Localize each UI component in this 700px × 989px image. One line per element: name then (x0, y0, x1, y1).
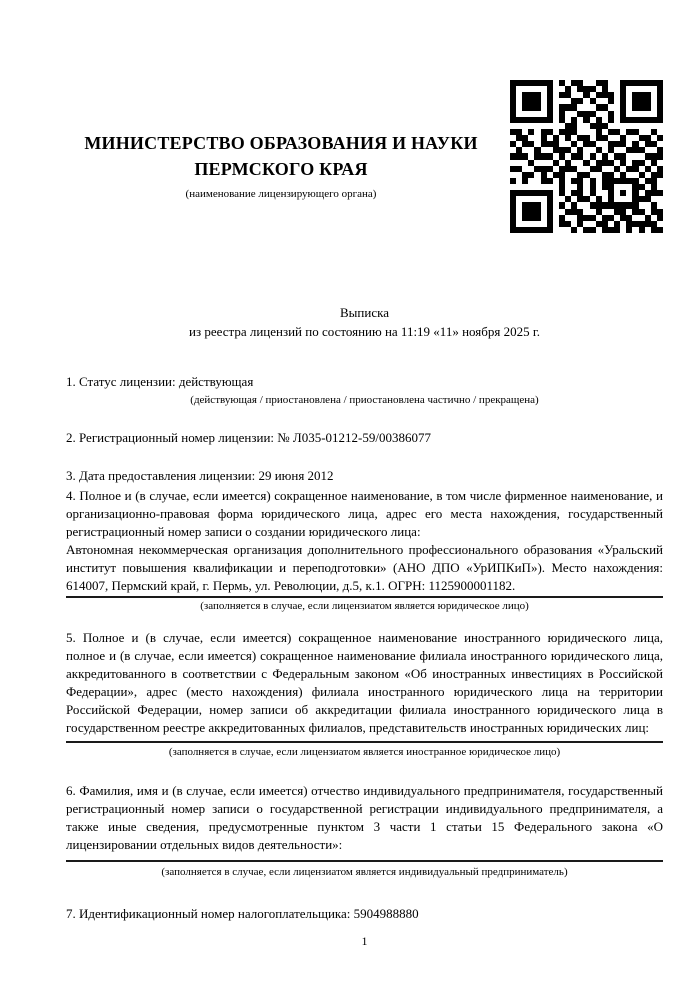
field-legal-entity-value: Автономная некоммерческая организация дополнительного профессионального образования «Уральский институт повышения квалификации и переподготовки» (АНО ДПО «УрИПКиП»). Место нахождения: 614007, Пермский край, г. Пермь, ул. Революции, д.5, к.1. ОГРН: 1125900001182. (66, 542, 663, 593)
document-title (66, 303, 663, 341)
page-number: 1 (361, 934, 368, 948)
field-legal-entity-caption: (заполняется в случае, если лицензиатом является юридическое лицо) (200, 600, 529, 612)
field-entrepreneur-caption: (заполняется в случае, если лицензиатом является индивидуальный предприниматель) (161, 866, 568, 878)
field-foreign-entity-caption: (заполняется в случае, если лицензиатом является иностранное юридическое лицо) (168, 746, 561, 758)
field-taxpayer-number: 7. Идентификационный номер налогоплательщика: 5904988880 (66, 906, 419, 921)
document-header (66, 80, 663, 233)
qr-code (510, 80, 663, 233)
field-license-status-caption: (действующая / приостановлена / приостановлена частично / прекращена) (190, 394, 539, 406)
licensing-authority-block (66, 80, 510, 202)
document-title-line2: из реестра лицензий по состоянию на 11:19 «11» ноября 2025 г. (189, 324, 540, 339)
blank-line-rule-foreign-entity (66, 741, 663, 743)
field-registration-number: 2. Регистрационный номер лицензии: № Л035-01212-59/00386077 (66, 430, 432, 445)
ministry-name-line2: ПЕРМСКОГО КРАЯ (194, 159, 368, 179)
field-foreign-entity-text: 5. Полное и (в случае, если имеется) сокращенное наименование иностранного юридического лица, полное и (в случае, если имеется) сокращенное наименование филиала иностранного юридического лица, аккредитованного в соответствии с Федеральным законом «Об иностранных инвестициях в Российской Федерации», адрес (место нахождения) филиала иностранного юридического лица на территории Российской Федерации, номер записи об аккредитации филиала иностранного юридического лица в государственном реестре аккредитованных филиалов, представительств иностранных юридических лиц: (66, 630, 663, 735)
licensing-authority-caption: (наименование лицензирующего органа) (185, 188, 377, 200)
field-license-date: 3. Дата предоставления лицензии: 29 июня 2012 (66, 468, 334, 483)
field-legal-entity-intro: 4. Полное и (в случае, если имеется) сокращенное наименование, в том числе фирменное наименование, и организационно-правовая форма юридического лица, адрес его места нахождения, государственный регистрационный номер записи о создании юридического лица: (66, 488, 663, 539)
field-license-status: 1. Статус лицензии: действующая (66, 374, 254, 389)
field-entrepreneur-text: 6. Фамилия, имя и (в случае, если имеется) отчество индивидуального предпринимателя, государственный регистрационный номер записи о государственной регистрации индивидуального предпринимателя, а также иные сведения, предусмотренные пунктом 3 части 1 статьи 15 Федерального закона «О лицензировании отдельных видов деятельности»: (66, 783, 663, 852)
document-title-line1: Выписка (340, 305, 389, 320)
blank-line-rule-entrepreneur (66, 860, 663, 862)
field-legal-entity-block (66, 487, 663, 598)
ministry-name-line1: МИНИСТЕРСТВО ОБРАЗОВАНИЯ И НАУКИ (84, 133, 478, 153)
